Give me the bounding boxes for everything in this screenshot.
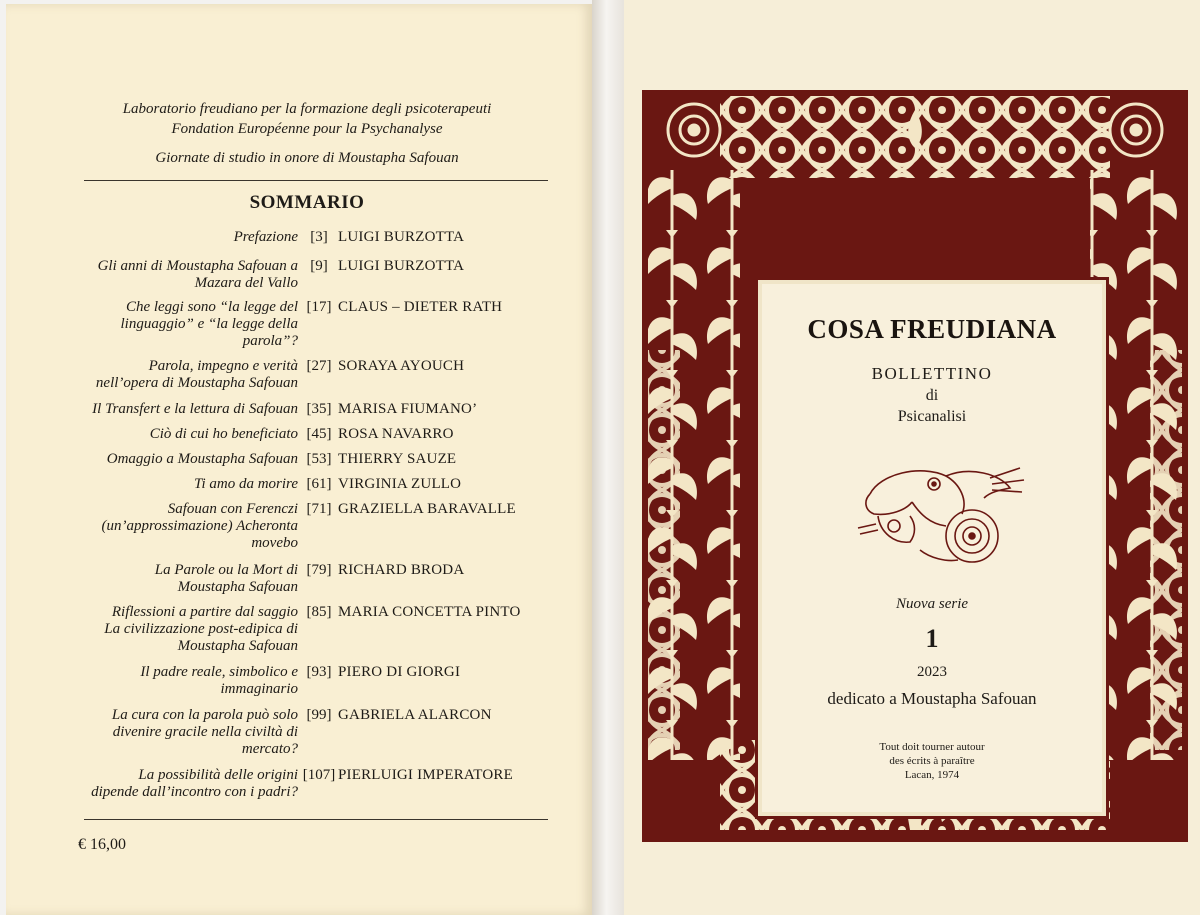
toc-entry-title: [68, 707, 298, 758]
toc-entry-author: GRAZIELLA BARAVALLE: [338, 501, 516, 517]
toc-entry-page: [71]: [306, 501, 332, 517]
toc-entry-title: [68, 562, 298, 596]
toc-entry-title-line: linguaggio” e “la legge della: [120, 316, 298, 332]
divider-bottom: [84, 819, 548, 820]
toc-entry-title: [68, 767, 298, 801]
header-event: Giornate di studio in onore di Moustapha Safouan: [155, 150, 459, 166]
issue-number: 1: [925, 624, 939, 653]
toc-entry-author: THIERRY SAUZE: [338, 451, 457, 467]
toc-entry-page: [45]: [306, 426, 332, 442]
toc-entry-title-line: Moustapha Safouan: [177, 579, 298, 595]
toc-entry-title-line: immaginario: [220, 681, 298, 697]
journal-subtitle-psicanalisi: Psicanalisi: [897, 408, 967, 425]
toc-entry-title-line: Parola, impegno e verità: [148, 358, 298, 374]
toc-entry-title-line: Riflessioni a partire dal saggio: [111, 604, 298, 620]
toc-entry-title-line: mercato?: [241, 741, 298, 757]
toc-entry-page: [99]: [306, 707, 332, 723]
toc-entry-title-line: Gli anni di Moustapha Safouan a: [97, 258, 298, 274]
toc-entry-title-line: La civilizzazione post-edipica di: [104, 621, 298, 637]
toc-entry-page: [27]: [306, 358, 332, 374]
toc-entry-page: [17]: [306, 299, 332, 315]
journal-subtitle: BOLLETTINO: [871, 364, 993, 383]
toc-entry-title-line: parola”?: [242, 333, 298, 349]
toc-entry-author: VIRGINIA ZULLO: [338, 476, 462, 492]
toc-entry-page: [61]: [306, 476, 332, 492]
toc-entry-author: CLAUS – DIETER RATH: [338, 299, 503, 315]
toc-entry-page: [107]: [302, 767, 336, 783]
toc-entry-author: PIERO DI GIORGI: [338, 664, 461, 680]
toc-entry-title-line: Prefazione: [233, 229, 298, 245]
issue-year: 2023: [917, 664, 947, 680]
toc-entry-title-line: Ciò di cui ho beneficiato: [149, 426, 298, 442]
toc-entry-page: [85]: [306, 604, 332, 620]
dedication: dedicato a Moustapha Safouan: [827, 689, 1037, 708]
toc-entry-title: [68, 664, 298, 698]
price-label: € 16,00: [78, 836, 126, 853]
toc-entry-author: ROSA NAVARRO: [338, 426, 454, 442]
toc-entry-author: LUIGI BURZOTTA: [338, 229, 465, 245]
quote-attribution: Lacan, 1974: [904, 769, 960, 781]
toc-entry-page: [3]: [310, 229, 328, 245]
toc-entry-page: [79]: [306, 562, 332, 578]
header-institution-1: Laboratorio freudiano per la formazione degli psicoterapeuti: [122, 101, 492, 117]
toc-entry-title: [68, 501, 298, 552]
toc-entry-title-line: Mazara del Vallo: [194, 275, 298, 291]
toc-entry-title: [68, 426, 298, 443]
toc-entry-title: [68, 604, 298, 655]
toc-entry-title: [68, 451, 298, 468]
toc-entry-title-line: Moustapha Safouan: [177, 638, 298, 654]
toc-entry-page: [53]: [306, 451, 332, 467]
toc-entry-title-line: La possibilità delle origini: [138, 767, 298, 783]
toc-entry-title: [68, 229, 298, 246]
toc-entry-title: [68, 476, 298, 493]
sea-dragon-illustration-icon: [850, 454, 1026, 566]
toc-entry-title: [68, 258, 298, 292]
toc-entry-author: MARISA FIUMANO’: [338, 401, 478, 417]
toc-entry-title-line: nell’opera di Moustapha Safouan: [95, 375, 298, 391]
toc-entry-title-line: La cura con la parola può solo: [111, 707, 298, 723]
toc-entry-title-line: movebo: [251, 535, 298, 551]
toc-entry-title-line: Safouan con Ferenczi: [167, 501, 298, 517]
quote-line-2: des écrits à paraître: [889, 755, 975, 767]
toc-entry-author: MARIA CONCETTA PINTO: [338, 604, 521, 620]
front-cover: [624, 0, 1200, 915]
toc-entry-page: [93]: [306, 664, 332, 680]
toc-entry-author: LUIGI BURZOTTA: [338, 258, 465, 274]
toc-entry-title-line: Omaggio a Moustapha Safouan: [106, 451, 298, 467]
toc-entry-title: [68, 299, 298, 350]
toc-entry-author: RICHARD BRODA: [338, 562, 465, 578]
toc-entry-title-line: (un’approssimazione) Acheronta: [101, 518, 298, 534]
toc-entry-title-line: dipende dall’incontro con i padri?: [91, 784, 298, 800]
toc-entry-title-line: divenire gracile nella civiltà di: [112, 724, 298, 740]
toc-entry-title-line: Il Transfert e la lettura di Safouan: [92, 401, 298, 417]
journal-title: COSA FREUDIANA: [807, 314, 1057, 344]
toc-entry-title-line: Ti amo da morire: [193, 476, 298, 492]
toc-entry-title-line: Il padre reale, simbolico e: [140, 664, 298, 680]
toc-entry-title-line: La Parole ou la Mort di: [154, 562, 298, 578]
toc-entry-author: GABRIELA ALARCON: [338, 707, 492, 723]
header-institution-2: Fondation Européenne pour la Psychanalyse: [171, 121, 443, 137]
ornamental-frame: [642, 90, 1188, 842]
title-panel: [758, 280, 1106, 816]
toc-entry-author: PIERLUIGI IMPERATORE: [338, 767, 513, 783]
table-of-contents: [6, 4, 592, 915]
journal-subtitle-di: di: [925, 387, 939, 404]
series-label: Nuova serie: [895, 596, 969, 612]
toc-entry-page: [35]: [306, 401, 332, 417]
toc-entry-page: [9]: [310, 258, 328, 274]
toc-entry-title-line: Che leggi sono “la legge del: [125, 299, 298, 315]
book-spine-gutter: [592, 0, 624, 915]
toc-heading: SOMMARIO: [249, 192, 365, 213]
toc-entry-title: [68, 401, 298, 418]
toc-entry-title: [68, 358, 298, 392]
quote-line-1: Tout doit tourner autour: [879, 741, 985, 753]
toc-entry-author: SORAYA AYOUCH: [338, 358, 465, 374]
back-cover: [6, 4, 592, 915]
